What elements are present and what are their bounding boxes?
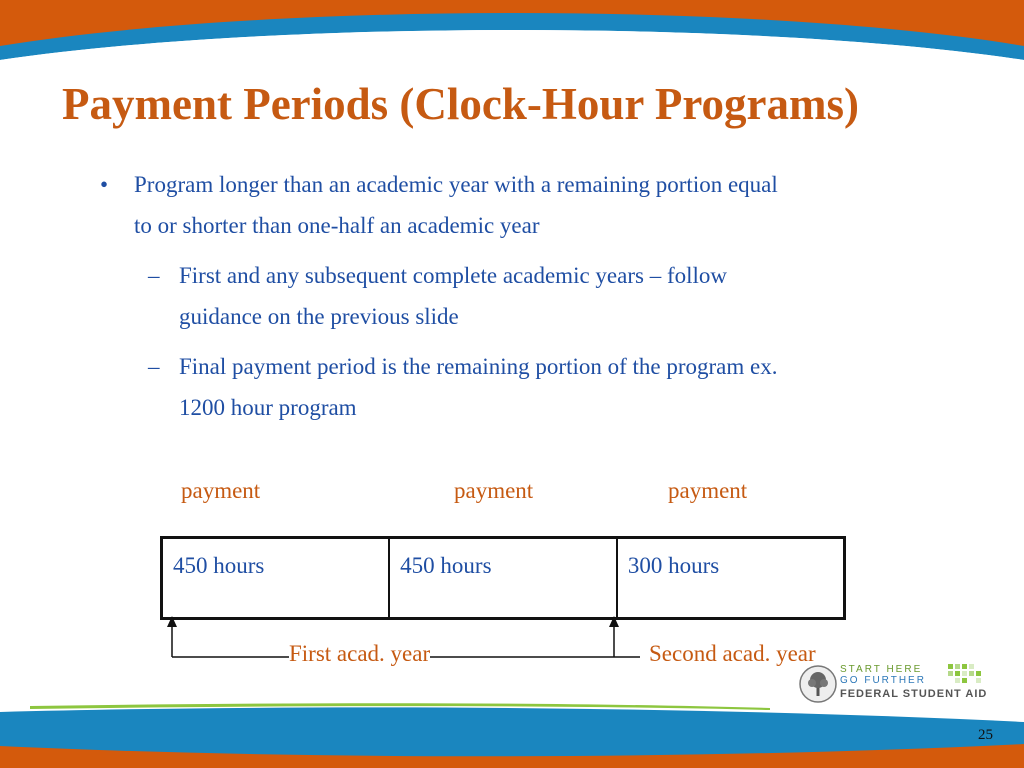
federal-student-aid-logo bbox=[798, 662, 998, 706]
top-decorative-band bbox=[0, 0, 1024, 80]
logo-dots-icon bbox=[948, 664, 988, 686]
sub-bullet-marker: – bbox=[148, 263, 160, 288]
hours-cell-1: 450 hours bbox=[162, 538, 390, 619]
sub-bullet-line: 1200 hour program bbox=[179, 395, 357, 420]
second-academic-year-label: Second acad. year bbox=[649, 641, 816, 666]
bullet-line: to or shorter than one-half an academic year bbox=[134, 213, 540, 238]
bullet-line: Program longer than an academic year with a remaining portion equal bbox=[134, 172, 778, 197]
bullet-list bbox=[92, 164, 952, 428]
logo-go-further: GO FURTHER bbox=[840, 675, 926, 686]
slide-title: Payment Periods (Clock-Hour Programs) bbox=[62, 79, 859, 129]
page-number: 25 bbox=[978, 727, 993, 743]
payment-label-3: payment bbox=[668, 478, 748, 503]
hours-cell-3: 300 hours bbox=[617, 538, 845, 619]
bullet-marker: • bbox=[100, 172, 109, 197]
logo-start-here: START HERE bbox=[840, 664, 923, 675]
sub-bullet-item bbox=[92, 255, 952, 337]
first-academic-year-label: First acad. year bbox=[289, 641, 431, 666]
sub-bullet-marker: – bbox=[148, 354, 160, 379]
sub-bullet-item bbox=[92, 346, 952, 428]
hours-cell-2: 450 hours bbox=[389, 538, 617, 619]
payment-label-2: payment bbox=[454, 478, 534, 503]
logo-federal-student-aid: FEDERAL STUDENT AID bbox=[840, 688, 988, 700]
bullet-item bbox=[92, 164, 952, 246]
payment-label-1: payment bbox=[181, 478, 261, 503]
sub-bullet-line: Final payment period is the remaining portion of the program ex. bbox=[179, 354, 778, 379]
table-row bbox=[162, 538, 845, 619]
hours-table bbox=[160, 536, 846, 620]
sub-bullet-line: First and any subsequent complete academic years – follow bbox=[179, 263, 728, 288]
seal-icon bbox=[798, 664, 838, 704]
sub-bullet-line: guidance on the previous slide bbox=[179, 304, 459, 329]
